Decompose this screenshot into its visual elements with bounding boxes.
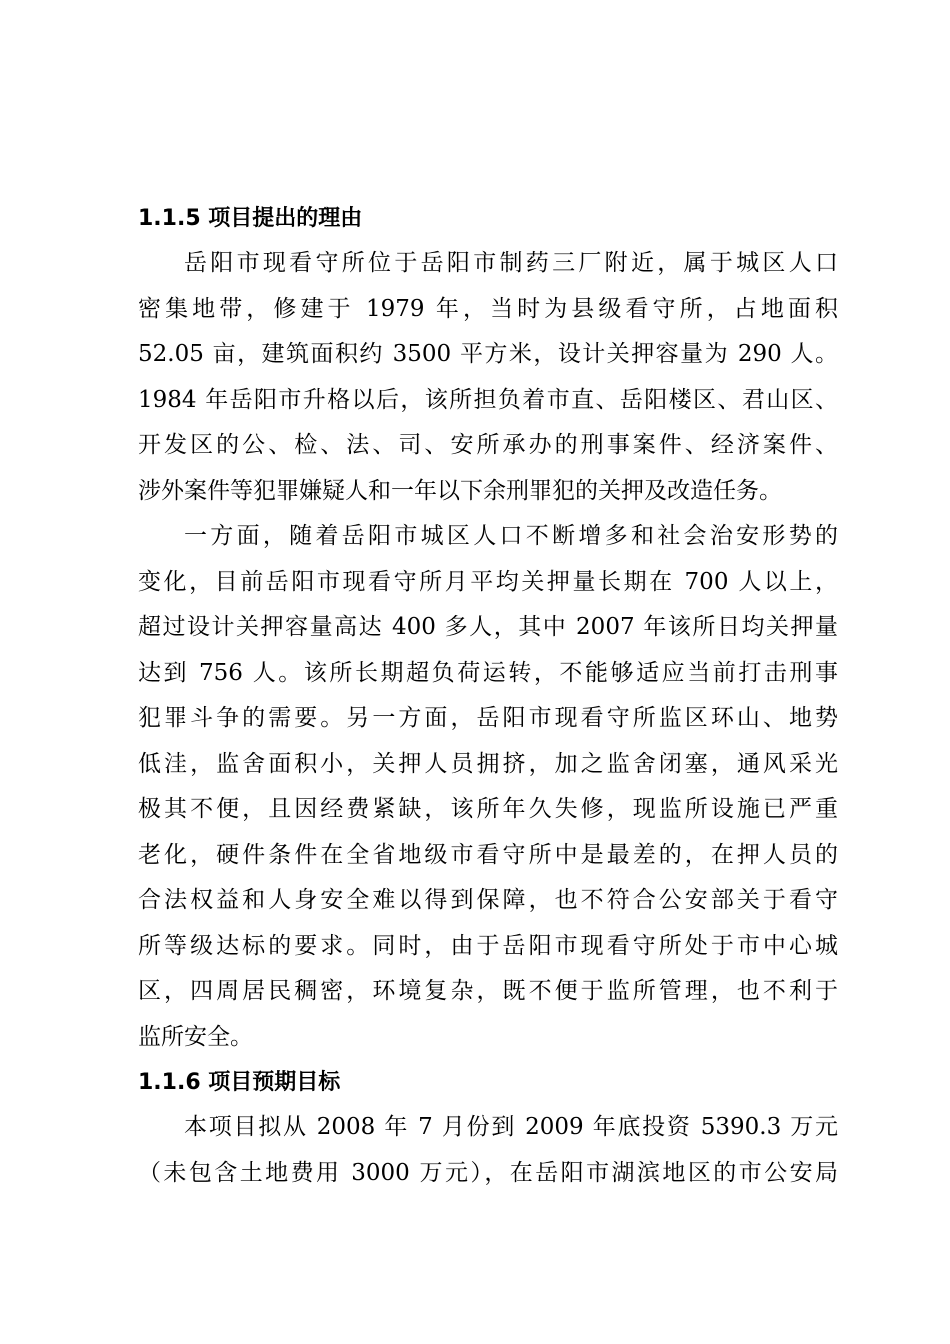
- text-line: 区，四周居民稠密，环境复杂，既不便于监所管理，也不利于: [138, 978, 838, 1004]
- text-line: 变化，目前岳阳市现看守所月平均关押量长期在 700 人以上，: [138, 568, 838, 595]
- text-line: 达到 756 人。该所长期超负荷运转，不能够适应当前打击刑事: [138, 659, 838, 686]
- text-line: 合法权益和人身安全难以得到保障，也不符合公安部关于看守: [138, 887, 838, 913]
- section-heading-1-1-6: 1.1.6 项目预期目标: [138, 1070, 341, 1095]
- text-line: 密集地带，修建于 1979 年，当时为县级看守所，占地面积: [138, 295, 838, 322]
- text-line: （未包含土地费用 3000 万元），在岳阳市湖滨地区的市公安局: [138, 1159, 838, 1186]
- text-line: 犯罪斗争的需要。另一方面，岳阳市现看守所监区环山、地势: [138, 705, 838, 731]
- text-line: 52.05 亩，建筑面积约 3500 平方米，设计关押容量为 290 人。: [138, 341, 838, 367]
- paragraph-reason-2: [138, 514, 838, 1060]
- text-line: 开发区的公、检、法、司、安所承办的刑事案件、经济案件、: [138, 432, 838, 458]
- text-line: 1984 年岳阳市升格以后，该所担负着市直、岳阳楼区、君山区、: [138, 386, 838, 413]
- section-heading-1-1-5: 1.1.5 项目提出的理由: [138, 206, 363, 231]
- text-line: 老化，硬件条件在全省地级市看守所中是最差的，在押人员的: [138, 841, 838, 868]
- text-line: 本项目拟从 2008 年 7 月份到 2009 年底投资 5390.3 万元: [184, 1114, 838, 1140]
- text-line: 超过设计关押容量高达 400 多人，其中 2007 年该所日均关押量: [138, 614, 838, 640]
- text-line: 极其不便，且因经费紧缺，该所年久失修，现监所设施已严重: [138, 796, 838, 822]
- text-line: 一方面，随着岳阳市城区人口不断增多和社会治安形势的: [184, 523, 838, 549]
- text-line: 监所安全。: [138, 1023, 253, 1050]
- text-line: 所等级达标的要求。同时，由于岳阳市现看守所处于市中心城: [138, 932, 838, 959]
- paragraph-reason-1: [138, 241, 838, 514]
- text-line: 低洼，监舍面积小，关押人员拥挤，加之监舍闭塞，通风采光: [138, 750, 838, 777]
- paragraph-goal-1: [138, 1105, 838, 1196]
- document-body: [138, 196, 838, 1196]
- text-line: 岳阳市现看守所位于岳阳市制药三厂附近，属于城区人口: [184, 250, 838, 276]
- text-line: 涉外案件等犯罪嫌疑人和一年以下余刑罪犯的关押及改造任务。: [138, 477, 782, 504]
